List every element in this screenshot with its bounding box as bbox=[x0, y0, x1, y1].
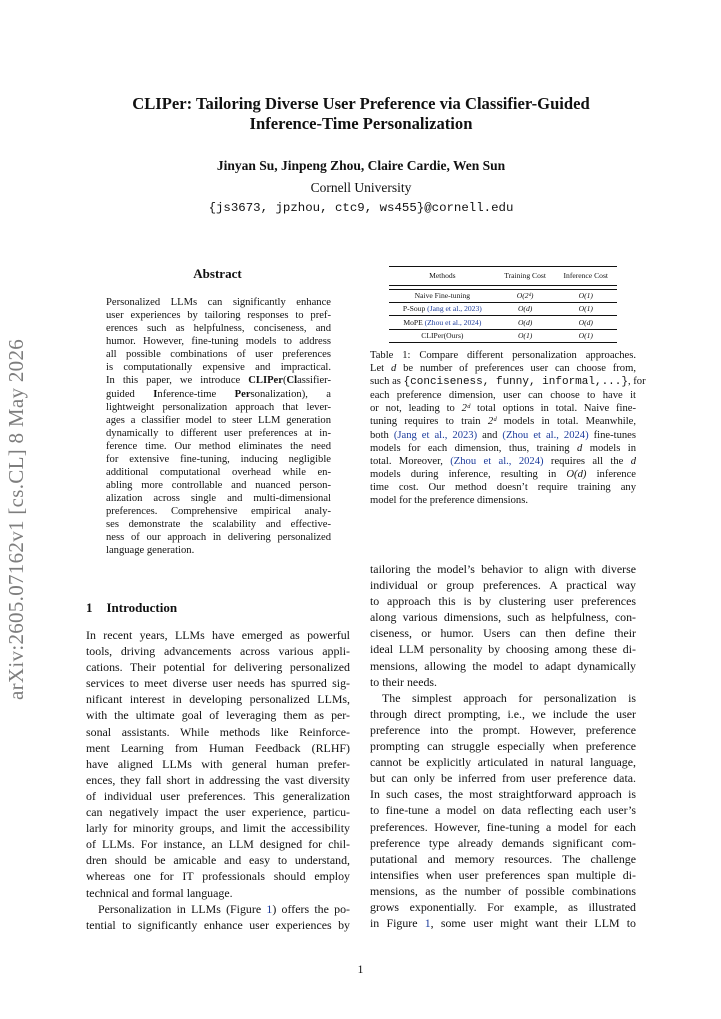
caption-text: models for each dimension, thus, training bbox=[370, 442, 577, 454]
abstract-line: all possible combinations of user preferences bbox=[106, 349, 331, 361]
abstract-body bbox=[106, 296, 331, 558]
math-expression: O(d) bbox=[566, 468, 587, 480]
caption-text: , for bbox=[627, 376, 646, 388]
caption-text: total options in total. Naive fine- bbox=[470, 403, 636, 415]
body-line: tools, driving advancements across various appli- bbox=[86, 644, 350, 659]
table-cell-training-cost: O(1) bbox=[517, 331, 533, 341]
body-line: prompting can struggle especially when preference bbox=[370, 739, 636, 754]
citation-link[interactable]: (Jang et al., 2023) bbox=[393, 429, 478, 441]
body-line: but can only be inferred from user preference data. bbox=[370, 771, 636, 786]
title-line-1: CLIPer: Tailoring Diverse User Preference via Classifier-Guided bbox=[132, 94, 590, 113]
body-line: preference type already demands significant com- bbox=[370, 835, 636, 850]
table-header-row bbox=[389, 267, 617, 286]
caption-text: models during inference, resulting in bbox=[370, 468, 567, 480]
page-number: 1 bbox=[357, 962, 364, 976]
affiliation: Cornell University bbox=[310, 180, 412, 195]
author-list: Jinyan Su, Jinpeng Zhou, Claire Cardie, Wen Sun bbox=[216, 158, 506, 173]
body-line: ciseness, or humor. Users can then define their bbox=[370, 626, 636, 641]
abstract-line: dynamically to different user preferences at in- bbox=[106, 427, 331, 439]
math-expression: 2ᵈ bbox=[487, 416, 497, 428]
table-cell-method bbox=[389, 302, 496, 315]
body-text: ) offers the po- bbox=[272, 901, 350, 916]
abstract-line: erences such as helpfulness, conciseness, and bbox=[106, 323, 331, 335]
body-line bbox=[370, 915, 636, 931]
caption-text: total. Moreover, bbox=[370, 455, 451, 467]
body-line: tailoring the model’s behavior to align with diverse bbox=[370, 562, 636, 576]
abstract-line: alization across single and multi-dimensional bbox=[106, 493, 331, 505]
abstract-line-intro bbox=[106, 374, 331, 387]
body-line: dren should be amicable and easy to understand, bbox=[86, 853, 350, 868]
method-label: MoPE bbox=[403, 317, 425, 327]
caption-text: or not, leading to bbox=[370, 403, 462, 415]
body-line: mensions, allowing the model to adapt dynamically bbox=[370, 658, 636, 673]
body-line: to their needs. bbox=[370, 674, 438, 689]
abstract-text: ( bbox=[282, 375, 287, 387]
table-row bbox=[389, 302, 617, 315]
body-line: nificant interest in developing personalized LLMs, bbox=[86, 692, 350, 707]
abstract-line: humor. However, fine-tuning models to address bbox=[106, 336, 331, 348]
body-line: mensions, as the number of possible combinations bbox=[370, 883, 636, 898]
abstract-line: preferences. Comprehensive empirical analy- bbox=[106, 506, 331, 518]
abstract-text: nference-time bbox=[157, 388, 217, 400]
body-line: have aligned LLMs with general human prefer- bbox=[86, 756, 350, 771]
caption-line bbox=[370, 402, 636, 415]
arxiv-identifier-stamp: arXiv:2605.07162v1 [cs.CL] 8 May 2026 bbox=[4, 338, 28, 700]
caption-text: models in bbox=[582, 442, 637, 454]
caption-text: inference bbox=[586, 468, 636, 480]
left-column-body bbox=[86, 627, 350, 933]
body-line: preferences. However, fine-tuning a model for each bbox=[370, 819, 636, 834]
abstract-line-acronym bbox=[106, 388, 331, 401]
acronym-letter-bold: I bbox=[153, 388, 158, 400]
caption-line: Table 1: Compare different personalization approaches. bbox=[370, 350, 636, 361]
caption-line: time cost. Our method doesn’t require training any bbox=[370, 481, 636, 493]
body-line: to approach this is by clustering user preferences bbox=[370, 594, 636, 609]
method-label: P-Soup bbox=[402, 304, 428, 314]
body-line: technical and formal language. bbox=[86, 885, 233, 900]
section-title: Introduction bbox=[106, 600, 178, 615]
caption-text: requires all the bbox=[543, 455, 631, 467]
figure-reference-link[interactable]: 1 bbox=[266, 901, 273, 916]
body-text: in Figure bbox=[370, 916, 425, 931]
table-header-cell: Training Cost bbox=[504, 271, 546, 280]
section-heading-introduction bbox=[86, 600, 177, 616]
math-variable: d bbox=[390, 363, 397, 375]
table-row bbox=[389, 329, 617, 342]
preference-set-code: {conciseness, funny, informal,...} bbox=[403, 376, 628, 389]
table-cell-inference-cost: O(1) bbox=[578, 304, 593, 314]
caption-text: such as bbox=[370, 376, 404, 388]
body-line: sonal assistants. While methods like Reinforce- bbox=[86, 724, 350, 739]
body-line: along various dimensions, such as helpfulness, con- bbox=[370, 610, 636, 625]
abstract-text: guided bbox=[106, 388, 135, 400]
citation-link[interactable]: (Jang et al., 2023) bbox=[427, 304, 482, 314]
abstract-line: ference time. Our method eliminates the need bbox=[106, 440, 331, 452]
body-line: intensifies when user preferences span multiple di- bbox=[370, 867, 636, 882]
table-cell-method: CLIPer(Ours) bbox=[421, 331, 464, 341]
table-cell-method bbox=[389, 316, 496, 329]
abstract-line: ses demonstrate the scalability and effective- bbox=[106, 519, 331, 531]
table-cell-method: Naive Fine-tuning bbox=[414, 290, 471, 300]
figure-reference-link[interactable]: 1 bbox=[424, 916, 431, 931]
body-line: of individual user preferences. This generalization bbox=[86, 788, 350, 803]
body-line: through direct prompting, i.e., we include the user bbox=[370, 706, 636, 721]
comparison-table-container bbox=[389, 266, 617, 343]
caption-line bbox=[370, 415, 636, 428]
caption-line bbox=[370, 362, 636, 375]
citation-link[interactable]: (Zhou et al., 2024) bbox=[502, 429, 589, 441]
body-line: grows exponentially. For example, as illustrated bbox=[370, 899, 636, 914]
right-column-body bbox=[370, 561, 636, 931]
body-line bbox=[86, 901, 350, 917]
abstract-line: language generation. bbox=[106, 545, 195, 557]
body-line: larly for minority groups, and limit the accessibility bbox=[86, 821, 350, 836]
caption-line bbox=[370, 468, 636, 481]
abstract-heading: Abstract bbox=[193, 266, 242, 281]
abstract-text: assifier- bbox=[297, 375, 331, 387]
body-line: tential to significantly enhance user experiences by bbox=[86, 917, 350, 932]
math-variable: d bbox=[577, 442, 583, 454]
body-line: putational and memory resources. The challenge bbox=[370, 851, 636, 866]
caption-line bbox=[370, 429, 636, 442]
math-expression: 2ᵈ bbox=[461, 403, 471, 415]
body-line: with the ultimate goal of leveraging them as per- bbox=[86, 708, 350, 723]
method-name-bold: CLIPer bbox=[248, 375, 283, 387]
caption-text: both bbox=[370, 429, 394, 441]
body-line: ideal LLM personality by choosing among these di- bbox=[370, 642, 636, 657]
table-cell-inference-cost: O(1) bbox=[578, 331, 593, 341]
table-cell-training-cost: O(2ᵈ) bbox=[516, 290, 534, 300]
body-line: In such cases, the most straightforward approach is bbox=[370, 787, 636, 802]
body-line: whereas one for IT professionals should employ bbox=[86, 869, 350, 884]
math-variable: d bbox=[630, 455, 637, 467]
caption-text: models in total. Meanwhile, bbox=[496, 416, 636, 428]
table-row bbox=[389, 289, 617, 302]
body-line: to fine-tune a model on data reflecting each user’s bbox=[370, 803, 636, 818]
body-line: ment Learning from Human Feedback (RLHF) bbox=[86, 740, 350, 755]
body-line: ences, they fall short in addressing the vast diversity bbox=[86, 772, 350, 787]
abstract-line: additional computational overhead while en- bbox=[106, 467, 331, 479]
caption-line bbox=[370, 455, 636, 468]
author-emails: {js3673, jpzhou, ctc9, ws455}@cornell.edu bbox=[208, 201, 514, 215]
title-line-2: Inference-Time Personalization bbox=[249, 114, 473, 133]
caption-line: each preference dimension, user can choose to have it bbox=[370, 390, 636, 402]
body-line: can negatively impact the user experience, particu- bbox=[86, 805, 350, 820]
acronym-letter-bold: Cl bbox=[286, 375, 298, 387]
caption-text: fine-tunes bbox=[588, 429, 637, 441]
body-line: services to meet diverse user needs has spurred sig- bbox=[86, 676, 350, 691]
caption-line bbox=[370, 375, 646, 389]
body-text: Personalization in LLMs (Figure bbox=[98, 901, 267, 916]
table-cell-inference-cost: O(d) bbox=[578, 317, 593, 327]
abstract-line: ages a classifier model to steer LLM generation bbox=[106, 414, 331, 426]
body-line: of LLMs. For instance, an LLM designed for chil- bbox=[86, 837, 350, 852]
citation-link[interactable]: (Zhou et al., 2024) bbox=[424, 317, 482, 327]
abstract-line: lightweight personalization approach that lever- bbox=[106, 401, 331, 413]
acronym-letter-bold: Per bbox=[234, 388, 251, 400]
abstract-line: is computationally expensive and impractical. bbox=[106, 362, 331, 374]
abstract-line: Personalized LLMs can significantly enhance bbox=[106, 297, 331, 308]
table-row bbox=[389, 316, 617, 329]
caption-text: and bbox=[477, 429, 503, 441]
abstract-line: for extensive fine-tuning, inducing negligible bbox=[106, 453, 331, 465]
abstract-text: In this paper, we introduce bbox=[106, 375, 241, 387]
body-line: In recent years, LLMs have emerged as powerful bbox=[86, 628, 350, 642]
abstract-line: user experiences by tailoring responses to pref- bbox=[106, 310, 331, 322]
caption-text: tuning requires to train bbox=[370, 416, 488, 428]
table-header-cell: Inference Cost bbox=[563, 271, 609, 280]
paper-title bbox=[86, 94, 636, 134]
caption-text: be number of preferences user can choose from, bbox=[396, 363, 636, 375]
body-line: cations. Their potential for delivering personalized bbox=[86, 660, 350, 675]
body-line: The simplest approach for personalization is bbox=[382, 690, 636, 705]
caption-line bbox=[370, 442, 636, 455]
abstract-line: ness of our approach in delivering personalized bbox=[106, 532, 331, 544]
table-caption bbox=[370, 349, 646, 507]
body-line: individual or group preferences. A practical way bbox=[370, 578, 636, 593]
table-cell-inference-cost: O(1) bbox=[578, 290, 593, 300]
abstract-line: abling more controllable and nuanced person- bbox=[106, 480, 331, 492]
table-cell-training-cost: O(d) bbox=[517, 317, 533, 327]
body-text: , some user might want their LLM to bbox=[430, 916, 636, 931]
table-header-cell: Methods bbox=[429, 271, 456, 280]
caption-line: model for the preference dimensions. bbox=[370, 495, 528, 507]
citation-link[interactable]: (Zhou et al., 2024) bbox=[450, 455, 544, 467]
body-line: cannot be explicitly articulated in natural language, bbox=[370, 755, 636, 770]
comparison-table bbox=[389, 266, 617, 343]
abstract-text: sonalization), a bbox=[250, 388, 332, 400]
body-line: preference into the prompt. However, preference bbox=[370, 722, 636, 737]
section-number: 1 bbox=[86, 600, 93, 615]
caption-text: Let bbox=[370, 363, 391, 375]
table-cell-training-cost: O(d) bbox=[517, 304, 533, 314]
